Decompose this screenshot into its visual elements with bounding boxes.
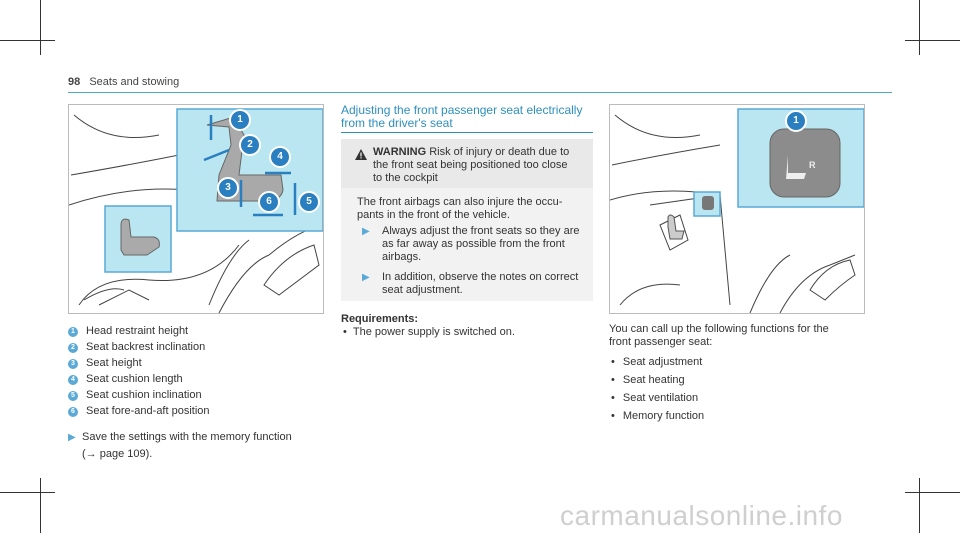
section-heading: Adjusting the front passenger seat electrically from the driver's seat — [341, 103, 583, 130]
legend-item: 1 Head restraint height — [68, 323, 328, 339]
list-item: • Seat adjustment — [611, 356, 703, 368]
function-list — [609, 353, 869, 425]
warning-text: WARNING Risk of injury or death due to the front seat being positioned too close to the cockpit — [373, 146, 570, 184]
step-arrow-icon: ▶ — [68, 432, 76, 443]
warning-triangle-icon — [355, 147, 367, 165]
passenger-seat-button-figure — [609, 104, 865, 314]
functions-text: You can call up the following functions for the front passenger seat: • Seat adjustment • Seat heating • Seat ventilation • Memory function — [609, 323, 869, 425]
step-arrow-icon: ▶ — [362, 272, 370, 283]
callout-6: 6 — [258, 191, 280, 213]
warning-step-2: ▶ In addition, observe the notes on correct seat adjustment. — [362, 271, 579, 296]
list-item: • Seat heating — [611, 374, 685, 386]
legend-item: 3 Seat height — [68, 355, 328, 371]
step-arrow-icon: ▶ — [362, 226, 370, 237]
list-item: • Memory function — [611, 410, 705, 422]
crop-mark — [905, 492, 960, 493]
requirements-label: Requirements: — [341, 313, 419, 325]
callout-4: 4 — [269, 146, 291, 168]
seat-function-legend — [68, 323, 328, 462]
crop-mark — [919, 478, 920, 533]
callout-1: 1 — [785, 110, 807, 132]
requirements — [341, 313, 593, 339]
instruction-step: ▶ Save the settings with the memory function — [68, 429, 328, 446]
page-number: 98 — [68, 76, 81, 88]
requirement-item: • The power supply is switched on. — [343, 326, 515, 338]
warning-body: The front airbags can also injure the occu- pants in the front of the vehicle. — [357, 196, 563, 221]
callout-3: 3 — [217, 177, 239, 199]
crop-mark — [905, 40, 960, 41]
crop-mark — [919, 0, 920, 55]
callout-1: 1 — [229, 109, 251, 131]
seat-button-label: R — [809, 160, 816, 170]
list-item: • Seat ventilation — [611, 392, 699, 404]
heading-rule — [341, 132, 593, 133]
page-reference[interactable]: (→ page 109). — [82, 448, 153, 460]
callout-5: 5 — [298, 191, 320, 213]
callout-2: 2 — [239, 134, 261, 156]
warning-step-1: ▶ Always adjust the front seats so they are as far away as possible from the front airbags. — [362, 225, 580, 263]
crop-mark — [40, 478, 41, 533]
crop-mark — [0, 492, 55, 493]
header-rule — [68, 92, 892, 93]
section-title: Seats and stowing — [89, 76, 180, 88]
legend-item: 2 Seat backrest inclination — [68, 339, 328, 355]
seat-switch-figure — [68, 104, 324, 314]
legend-item: 4 Seat cushion length — [68, 371, 328, 387]
door-illustration — [69, 105, 323, 313]
legend-item: 6 Seat fore-and-aft position — [68, 403, 328, 419]
legend-item: 5 Seat cushion inclination — [68, 387, 328, 403]
crop-mark — [40, 0, 41, 55]
warning-label: WARNING — [373, 146, 427, 158]
door-panel-illustration — [610, 105, 864, 313]
watermark: carmanualsonline.info — [560, 500, 843, 531]
page-header — [68, 76, 179, 88]
crop-mark — [0, 40, 55, 41]
